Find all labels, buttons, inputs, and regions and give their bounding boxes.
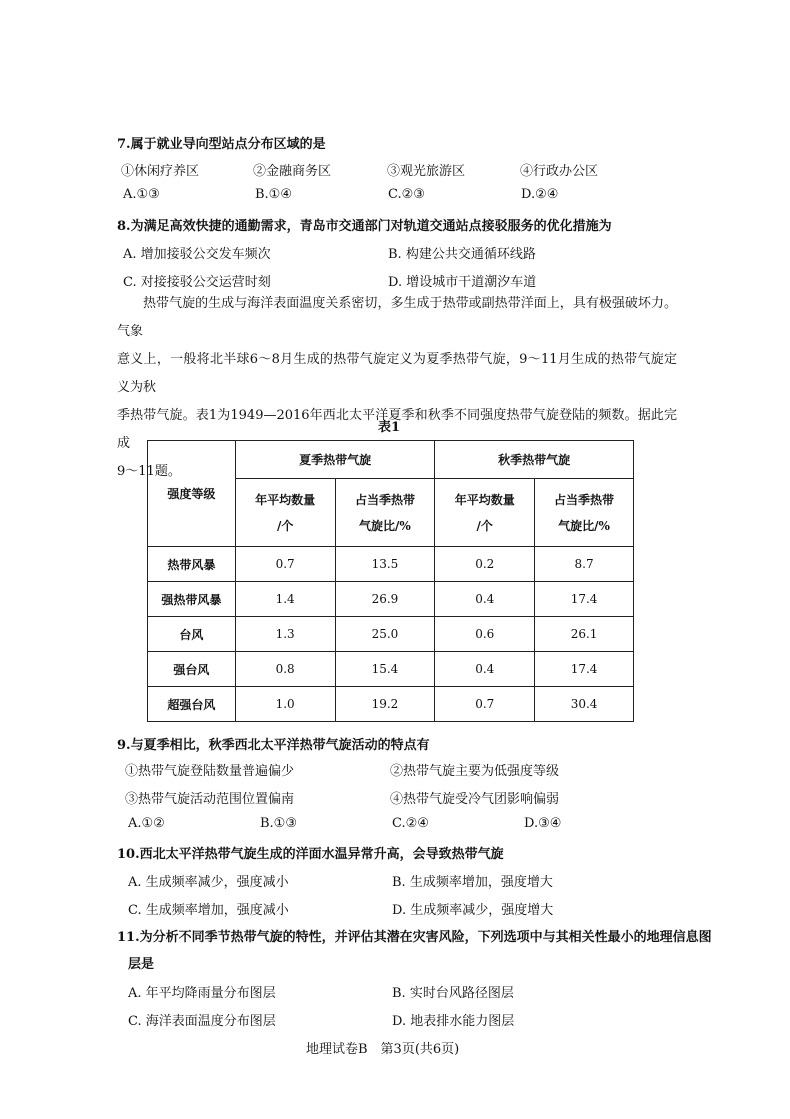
q10-option-d: D. 生成频率减少，强度增大 <box>392 903 554 918</box>
header-summer-cyclones: 夏季热带气旋 <box>235 441 435 479</box>
q11-option-c: C. 海洋表面温度分布图层 <box>128 1014 276 1029</box>
q9-option-c: C.②④ <box>392 816 429 831</box>
q9-item-2: ②热带气旋主要为低强度等级 <box>390 764 560 779</box>
q8-option-d: D. 增设城市干道潮汐车道 <box>388 275 537 290</box>
q11-option-d: D. 地表排水能力图层 <box>392 1014 515 1029</box>
summer-count-cell: 1.3 <box>235 617 335 652</box>
q10-option-b: B. 生成频率增加，强度增大 <box>392 875 553 890</box>
autumn-share-cell: 8.7 <box>535 547 634 582</box>
header-summer-share: 占当季热带 气旋比/% <box>335 479 435 547</box>
q7-item-1: ①休闲疗养区 <box>121 164 200 179</box>
passage-line-3: 季热带气旋。表1为1949—2016年西北太平洋夏季和秋季不同强度热带气旋登陆的频数。据此完成 <box>117 408 677 451</box>
summer-count-cell: 0.7 <box>235 547 335 582</box>
table-row <box>148 652 634 687</box>
summer-count-cell: 1.4 <box>235 582 335 617</box>
summer-count-cell: 0.8 <box>235 652 335 687</box>
q9-option-b: B.①③ <box>260 816 297 831</box>
autumn-share-cell: 17.4 <box>535 652 634 687</box>
header-intensity-level: 强度等级 <box>148 441 236 547</box>
cyclone-table <box>147 440 634 722</box>
q9-item-4: ④热带气旋受冷气团影响偏弱 <box>390 792 560 807</box>
question-8-title: 8.为满足高效快捷的通勤需求，青岛市交通部门对轨道交通站点接驳服务的优化措施为 <box>117 219 612 234</box>
page-footer: 地理试卷B 第3页(共6页) <box>306 1042 460 1057</box>
q10-option-a: A. 生成频率减少，强度减小 <box>128 875 289 890</box>
table-caption: 表1 <box>378 420 401 435</box>
table-row <box>148 687 634 722</box>
question-9-title: 9.与夏季相比，秋季西北太平洋热带气旋活动的特点有 <box>117 738 430 753</box>
autumn-count-cell: 0.2 <box>435 547 535 582</box>
row-level: 热带风暴 <box>148 547 236 582</box>
summer-share-cell: 15.4 <box>335 652 435 687</box>
q9-option-a: A.①② <box>128 816 165 831</box>
question-10-title: 10.西北太平洋热带气旋生成的洋面水温异常升高，会导致热带气旋 <box>117 847 504 862</box>
q9-item-3: ③热带气旋活动范围位置偏南 <box>125 792 295 807</box>
q7-option-a: A.①③ <box>123 187 160 202</box>
passage-line-2: 意义上，一般将北半球6～8月生成的热带气旋定义为夏季热带气旋，9～11月生成的热带气旋定义为秋 <box>117 352 677 395</box>
table-row <box>148 582 634 617</box>
q8-option-c: C. 对接接驳公交运营时刻 <box>123 275 271 290</box>
row-level: 强台风 <box>148 652 236 687</box>
q9-item-1: ①热带气旋登陆数量普遍偏少 <box>125 764 295 779</box>
q7-item-2: ②金融商务区 <box>253 164 332 179</box>
q7-item-3: ③观光旅游区 <box>387 164 466 179</box>
autumn-count-cell: 0.6 <box>435 617 535 652</box>
table-row <box>148 547 634 582</box>
q11-option-b: B. 实时台风路径图层 <box>392 986 514 1001</box>
passage-line-1: 热带气旋的生成与海洋表面温度关系密切，多生成于热带或副热带洋面上，具有极强破坏力。气象 <box>117 296 677 339</box>
question-11-title-line-1: 11.为分析不同季节热带气旋的特性，并评估其潜在灾害风险，下列选项中与其相关性最小的地理信息图 <box>117 930 712 945</box>
row-level: 强热带风暴 <box>148 582 236 617</box>
passage-line-4: 9～11题。 <box>117 464 181 479</box>
table-row <box>148 617 634 652</box>
q7-item-4: ④行政办公区 <box>520 164 599 179</box>
question-11-title-line-2: 层是 <box>128 957 155 972</box>
q7-option-d: D.②④ <box>521 187 559 202</box>
q8-option-a: A. 增加接驳公交发车频次 <box>123 247 271 262</box>
summer-share-cell: 19.2 <box>335 687 435 722</box>
header-summer-count: 年平均数量 /个 <box>235 479 335 547</box>
autumn-count-cell: 0.4 <box>435 582 535 617</box>
summer-count-cell: 1.0 <box>235 687 335 722</box>
question-7-title: 7.属于就业导向型站点分布区域的是 <box>117 137 326 152</box>
summer-share-cell: 25.0 <box>335 617 435 652</box>
summer-share-cell: 13.5 <box>335 547 435 582</box>
q7-option-c: C.②③ <box>388 187 425 202</box>
header-autumn-share: 占当季热带 气旋比/% <box>535 479 634 547</box>
autumn-share-cell: 30.4 <box>535 687 634 722</box>
q11-option-a: A. 年平均降雨量分布图层 <box>128 986 276 1001</box>
header-autumn-count: 年平均数量 /个 <box>435 479 535 547</box>
row-level: 台风 <box>148 617 236 652</box>
autumn-share-cell: 17.4 <box>535 582 634 617</box>
autumn-count-cell: 0.7 <box>435 687 535 722</box>
q9-option-d: D.③④ <box>524 816 562 831</box>
autumn-count-cell: 0.4 <box>435 652 535 687</box>
autumn-share-cell: 26.1 <box>535 617 634 652</box>
q8-option-b: B. 构建公共交通循环线路 <box>388 247 536 262</box>
row-level: 超强台风 <box>148 687 236 722</box>
q7-option-b: B.①④ <box>255 187 292 202</box>
summer-share-cell: 26.9 <box>335 582 435 617</box>
header-autumn-cyclones: 秋季热带气旋 <box>435 441 634 479</box>
q10-option-c: C. 生成频率增加，强度减小 <box>128 903 289 918</box>
